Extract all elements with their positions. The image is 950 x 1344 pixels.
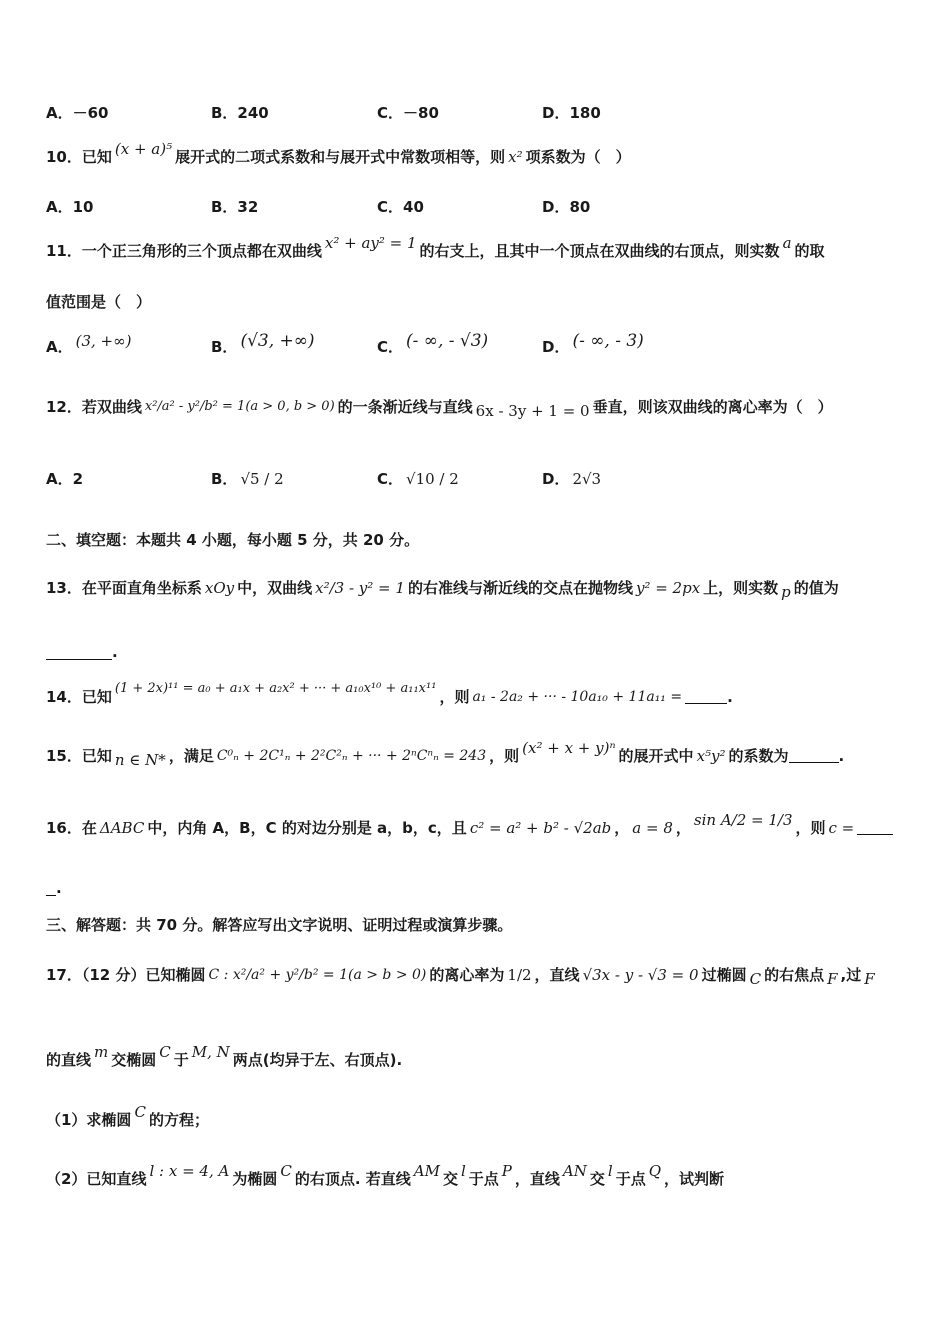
q17-mid5: ,过 (840, 966, 862, 984)
q16-mid4: ，则 (795, 819, 826, 837)
q12-stem (46, 396, 910, 420)
q17-math-m: m (94, 1042, 109, 1061)
q14-end: . (727, 687, 733, 706)
q12-option-c (377, 468, 462, 489)
q16-stem (46, 810, 910, 838)
q17-line2-mid2: 于 (173, 1051, 189, 1069)
q13-mid2: 的右准线与渐近线的交点在抛物线 (407, 579, 633, 597)
q14-prefix: 14．已知 (46, 688, 112, 706)
q17-math-c: C (749, 969, 762, 988)
q12-option-b-math: √5 / 2 (240, 469, 284, 488)
q12-mid: 的一条渐近线与直线 (337, 398, 473, 416)
q16-prefix: 16．在 (46, 819, 97, 837)
q17-part2-math-am: AM (413, 1161, 440, 1180)
q11-stem-line2 (46, 291, 910, 312)
q11-option-b-label: B． (211, 338, 238, 356)
q12-option-a: A．2 (46, 470, 84, 488)
q17-mid3: 过椭圆 (701, 966, 747, 984)
q17-mid1: 的离心率为 (429, 966, 505, 984)
q16-mid1: 中，内角 A，B，C 的对边分别是 a，b，c，且 (147, 819, 467, 837)
q14-stem (46, 681, 910, 707)
q17-line2-suffix: 两点(均异于左、右顶点). (232, 1051, 403, 1069)
q16-math-c: c = (828, 818, 855, 837)
q17-line2-prefix: 的直线 (46, 1051, 92, 1069)
q17-part2-math-q: Q (648, 1161, 662, 1180)
q11-option-c-math: (- ∞, - √3) (406, 330, 489, 351)
q17-part2 (46, 1161, 725, 1189)
q17-part2-math-l2: l (607, 1161, 613, 1180)
q17-part2-math-an: AN (562, 1161, 587, 1180)
q15-math-combination-sum: C⁰ₙ + 2C¹ₙ + 2²C²ₙ + ··· + 2ⁿCⁿₙ = 243 (216, 747, 487, 764)
q10-math-term: x² (508, 147, 523, 166)
q17-part2-mid6: 交 (589, 1170, 605, 1188)
q12-option-c-math: √10 / 2 (406, 469, 459, 488)
q17-math-f2: F (864, 969, 875, 988)
q17-part1-prefix: （1）求椭圆 (46, 1111, 132, 1129)
q17-math-f: F (827, 969, 838, 988)
q10-suffix: 项系数为（ ） (525, 148, 631, 166)
q16-end: . (56, 879, 62, 897)
q13-math-hyperbola: x²/3 - y² = 1 (315, 578, 405, 597)
q11-option-c (377, 330, 491, 357)
q11-option-a-label: A． (46, 338, 73, 356)
q16-mid2: ， (614, 819, 630, 837)
q16-math-sine: sin A/2 = 1/3 (693, 810, 793, 829)
q17-math-ellipse: C : x²/a² + y²/b² = 1(a > b > 0) (208, 966, 427, 983)
q11-stem (46, 233, 910, 261)
q15-suffix: 的系数为 (728, 747, 789, 765)
q16-math-triangle: ΔABC (99, 818, 145, 837)
q11-option-a (46, 331, 134, 357)
q10-option-b: B．32 (211, 198, 259, 216)
q13-prefix: 13．在平面直角坐标系 (46, 579, 202, 597)
q12-option-b (211, 468, 287, 489)
q17-part2-mid4: 于点 (468, 1170, 499, 1188)
q15-mid3: 的展开式中 (618, 747, 694, 765)
q17-math-eccentricity: 1/2 (507, 965, 532, 984)
q13-mid1: 中，双曲线 (237, 579, 313, 597)
q11-option-d-math: (- ∞, - 3) (572, 330, 644, 351)
q15-stem (46, 738, 910, 769)
q12-suffix: 垂直，则该双曲线的离心率为（ ） (592, 398, 833, 416)
q16-mid3: ， (675, 819, 691, 837)
q11-math-a: a (782, 233, 792, 252)
q16-answer-blank-cont (46, 881, 56, 896)
q11-mid: 的右支上，且其中一个顶点在双曲线的右顶点，则实数 (419, 242, 780, 260)
q17-part2-math-l: l (460, 1161, 466, 1180)
q9-option-d: D．180 (542, 104, 601, 122)
q12-math-line: 6x - 3y + 1 = 0 (475, 401, 590, 420)
section-fill-in-heading: 二、填空题：本题共 4 小题，每小题 5 分，共 20 分。 (46, 531, 420, 549)
q17-part1-suffix: 的方程； (148, 1111, 209, 1129)
q11-option-d-label: D． (542, 338, 570, 356)
q11-option-b-math: (√3, +∞) (240, 330, 315, 351)
q17-part2-mid1: 为椭圆 (232, 1170, 278, 1188)
q17-part2-mid3: 交 (442, 1170, 458, 1188)
q17-part2-mid7: 于点 (615, 1170, 646, 1188)
q17-part2-prefix: （2）已知直线 (46, 1170, 147, 1188)
q17-math-c2: C (159, 1042, 171, 1061)
q17-part2-suffix: ，试判断 (664, 1170, 725, 1188)
q14-mid: ，则 (439, 688, 470, 706)
q12-option-b-label: B． (211, 470, 238, 488)
q16-math-cosine-law: c² = a² + b² - √2ab (469, 818, 612, 837)
q15-math-trinomial: (x² + x + y)ⁿ (522, 738, 616, 757)
q17-line2-mid1: 交椭圆 (111, 1051, 157, 1069)
q12-option-d (542, 468, 604, 489)
q13-suffix: 的值为 (793, 579, 839, 597)
q17-prefix: 17．（12 分）已知椭圆 (46, 966, 206, 984)
q16-answer-line2 (46, 879, 910, 897)
q17-part2-math-line: l : x = 4, A (149, 1161, 230, 1180)
q15-answer-blank[interactable] (789, 748, 839, 763)
q17-part1 (46, 1102, 209, 1130)
q13-end: . (112, 643, 118, 661)
q15-mid1: ，满足 (168, 747, 214, 765)
q13-answer-line (46, 643, 910, 661)
q11-option-b (211, 330, 318, 357)
q13-math-p: p (781, 582, 791, 601)
q13-stem (46, 577, 910, 601)
q11-prefix: 11．一个正三角形的三个顶点都在双曲线 (46, 242, 322, 260)
q15-end: . (838, 746, 845, 765)
q17-mid2: ，直线 (534, 966, 580, 984)
q11-line2: 值范围是（ ） (46, 293, 152, 311)
q10-option-c: C．40 (377, 198, 424, 216)
q16-math-a-value: a = 8 (632, 818, 673, 837)
q13-math-xoy: xOy (204, 578, 235, 597)
q17-mid4: 的右焦点 (764, 966, 825, 984)
section-solution-heading: 三、解答题：共 70 分。解答应写出文字说明、证明过程或演算步骤。 (46, 916, 513, 934)
q12-option-d-label: D． (542, 470, 570, 488)
q13-mid3: 上，则实数 (703, 579, 779, 597)
q13-math-parabola: y² = 2px (635, 578, 701, 597)
q10-option-a: A．10 (46, 198, 94, 216)
q10-math-binomial: (x + a)⁵ (114, 139, 173, 158)
q11-option-c-label: C． (377, 338, 404, 356)
q16-answer-blank[interactable] (857, 820, 893, 835)
q10-prefix: 10．已知 (46, 148, 112, 166)
q14-math-expansion: (1 + 2x)¹¹ = a₀ + a₁x + a₂x² + ··· + a₁₀x¹⁰ + a₁₁x¹¹ (114, 681, 437, 696)
q10-option-d: D．80 (542, 198, 591, 216)
q10-mid: 展开式的二项式系数和与展开式中常数项相等，则 (175, 148, 506, 166)
q12-option-d-math: 2√3 (572, 469, 602, 488)
q9-option-b: B．240 (211, 104, 269, 122)
q13-answer-blank[interactable] (46, 645, 112, 660)
q17-stem-line2 (46, 1042, 910, 1070)
q11-option-a-math: (3, +∞) (75, 331, 132, 350)
q9-option-c: C．－80 (377, 104, 439, 122)
q11-option-d (542, 330, 647, 357)
q14-math-sum: a₁ - 2a₂ + ··· - 10a₁₀ + 11a₁₁ = (472, 688, 683, 705)
q12-prefix: 12．若双曲线 (46, 398, 142, 416)
q10-stem (46, 139, 910, 167)
q17-part2-math-p: P (501, 1161, 512, 1180)
q17-part2-math-c: C (280, 1161, 292, 1180)
q11-math-hyperbola: x² + ay² = 1 (324, 233, 417, 252)
q15-math-term: x⁵y² (696, 746, 726, 765)
q17-math-line: √3x - y - √3 = 0 (582, 965, 699, 984)
q17-part2-mid2: 的右顶点. 若直线 (294, 1170, 411, 1188)
q17-part1-math: C (134, 1102, 146, 1121)
q17-part2-mid5: ，直线 (514, 1170, 560, 1188)
q9-option-a: A．－60 (46, 104, 109, 122)
q15-prefix: 15．已知 (46, 747, 112, 765)
q12-math-hyperbola: x²/a² - y²/b² = 1(a > 0, b > 0) (144, 399, 335, 414)
q15-math-n: n ∈ N* (114, 750, 166, 769)
q15-mid2: ，则 (489, 747, 520, 765)
q14-answer-blank[interactable] (685, 689, 727, 704)
q12-option-c-label: C． (377, 470, 404, 488)
q17-stem (46, 964, 910, 988)
q11-suffix: 的取 (794, 242, 825, 260)
q17-math-mn: M, N (191, 1042, 230, 1061)
